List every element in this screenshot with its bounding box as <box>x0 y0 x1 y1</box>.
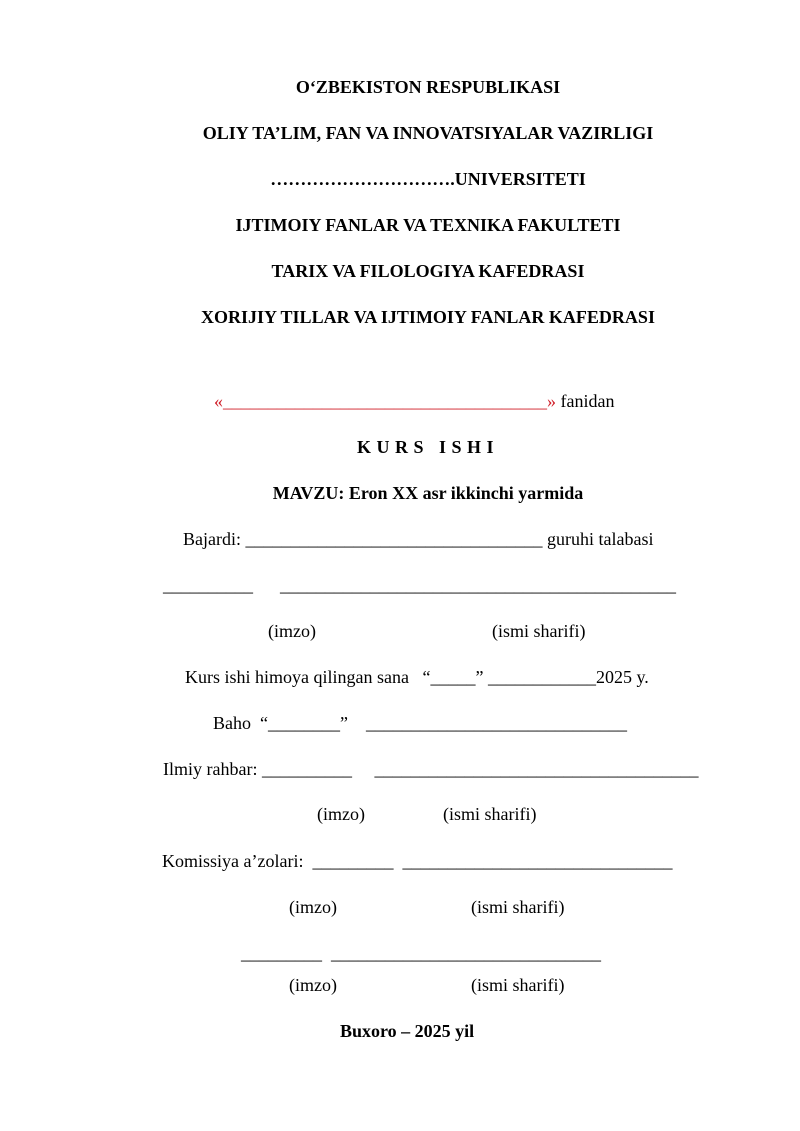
supervisor-signature-label: (imzo) <box>317 804 365 824</box>
subject-suffix: fanidan <box>556 391 615 411</box>
student-signature-blank: __________ <box>163 575 253 595</box>
subject-open-quote: « <box>214 391 223 411</box>
department-heading-1: TARIX VA FILOLOGIYA KAFEDRASI <box>271 261 585 281</box>
commission-name-label: (ismi sharifi) <box>471 897 565 917</box>
document-type-title: KURS ISHI <box>356 437 500 457</box>
commission-second-line: _________ ______________________________ <box>241 943 601 963</box>
faculty-heading: IJTIMOIY FANLAR VA TEXNIKA FAKULTETI <box>235 215 621 235</box>
commission-signature-label-2: (imzo) <box>289 975 337 995</box>
supervisor-name-label: (ismi sharifi) <box>443 804 537 824</box>
student-name-label: (ismi sharifi) <box>492 621 586 641</box>
subject-line <box>214 390 614 412</box>
topic-line: MAVZU: Eron XX asr ikkinchi yarmida <box>272 483 584 503</box>
republic-heading: O‘ZBEKISTON RESPUBLIKASI <box>295 77 561 97</box>
defense-date-line: Kurs ishi himoya qilingan sana “_____” ____________2025 y. <box>185 667 649 687</box>
department-heading-2: XORIJIY TILLAR VA IJTIMOIY FANLAR KAFEDRASI <box>201 307 655 327</box>
subject-close-quote: » <box>547 391 556 411</box>
ministry-heading: OLIY TA’LIM, FAN VA INNOVATSIYALAR VAZIRLIGI <box>202 123 654 143</box>
city-year-footer: Buxoro – 2025 yil <box>340 1021 475 1041</box>
university-heading: ………………………….UNIVERSITETI <box>270 169 586 189</box>
subject-blank: ____________________________________ <box>223 391 547 411</box>
student-name-blank: ____________________________________________ <box>280 575 676 595</box>
grade-line: Baho “________” _____________________________ <box>213 713 627 733</box>
commission-line: Komissiya a’zolari: _________ ______________________________ <box>162 851 673 871</box>
supervisor-line: Ilmiy rahbar: __________ ____________________________________ <box>163 759 699 779</box>
commission-signature-label: (imzo) <box>289 897 337 917</box>
student-line: Bajardi: _________________________________ guruhi talabasi <box>183 529 654 549</box>
commission-name-label-2: (ismi sharifi) <box>471 975 565 995</box>
student-signature-label: (imzo) <box>268 621 316 641</box>
